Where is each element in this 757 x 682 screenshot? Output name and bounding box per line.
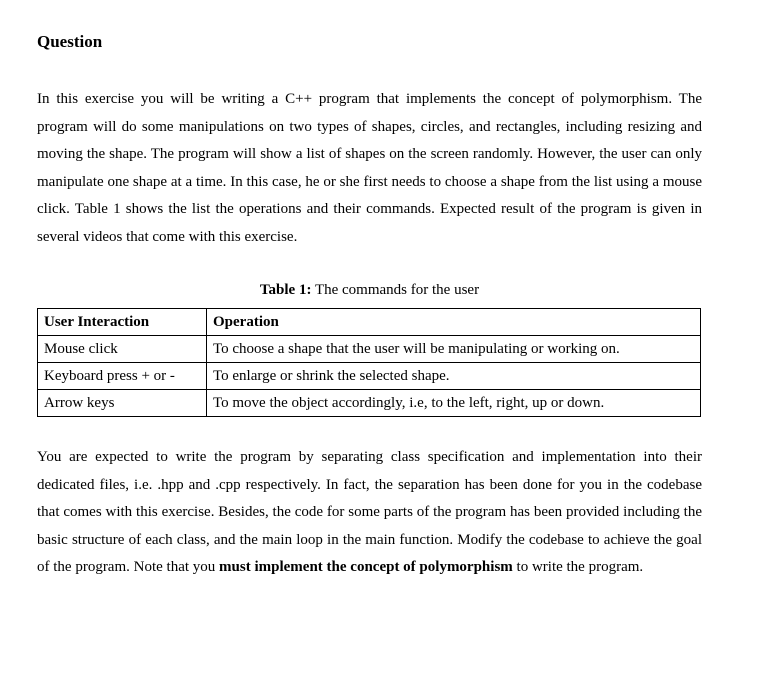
cell-operation: To move the object accordingly, i.e, to the left, right, up or down. (207, 390, 701, 417)
cell-interaction: Keyboard press + or - (38, 363, 207, 390)
table-caption (37, 279, 702, 301)
commands-table (37, 308, 701, 417)
instructions-paragraph (37, 444, 702, 582)
instructions-emphasis: must implement the concept of polymorphism (219, 559, 513, 576)
instructions-text-start: You are expected to write the program by separating class specification and implementation into their dedicated files, i.e. .hpp and .cpp respectively. In fact, the separation has been done for you in the codebase that comes with this exercise. Besides, the code for some parts of the program has been provided including the basic structure of each class, and the main loop in the main function. Modify the codebase to achieve the goal of the program. Note that you (37, 449, 702, 576)
header-operation: Operation (207, 309, 701, 336)
header-user-interaction: User Interaction (38, 309, 207, 336)
table-header-row (38, 309, 701, 336)
table-caption-label: Table 1: (259, 282, 312, 298)
table-row (38, 390, 701, 417)
instructions-text-end: to write the program. (512, 559, 644, 576)
cell-operation: To enlarge or shrink the selected shape. (207, 363, 701, 390)
table-row (38, 336, 701, 363)
intro-paragraph: In this exercise you will be writing a C++ program that implements the concept of polymorphism. The program will do some manipulations on two types of shapes, circles, and rectangles, including resizing and moving the shape. The program will show a list of shapes on the screen randomly. However, the user can only manipulate one shape at a time. In this case, he or she first needs to choose a shape from the list using a mouse click. Table 1 shows the list the operations and their commands. Expected result of the program is given in several videos that come with this exercise. (37, 91, 702, 245)
question-heading: Question (37, 32, 103, 51)
cell-operation: To choose a shape that the user will be manipulating or working on. (207, 336, 701, 363)
cell-interaction: Mouse click (38, 336, 207, 363)
cell-interaction: Arrow keys (38, 390, 207, 417)
table-caption-text: The commands for the user (311, 282, 480, 298)
table-row (38, 363, 701, 390)
